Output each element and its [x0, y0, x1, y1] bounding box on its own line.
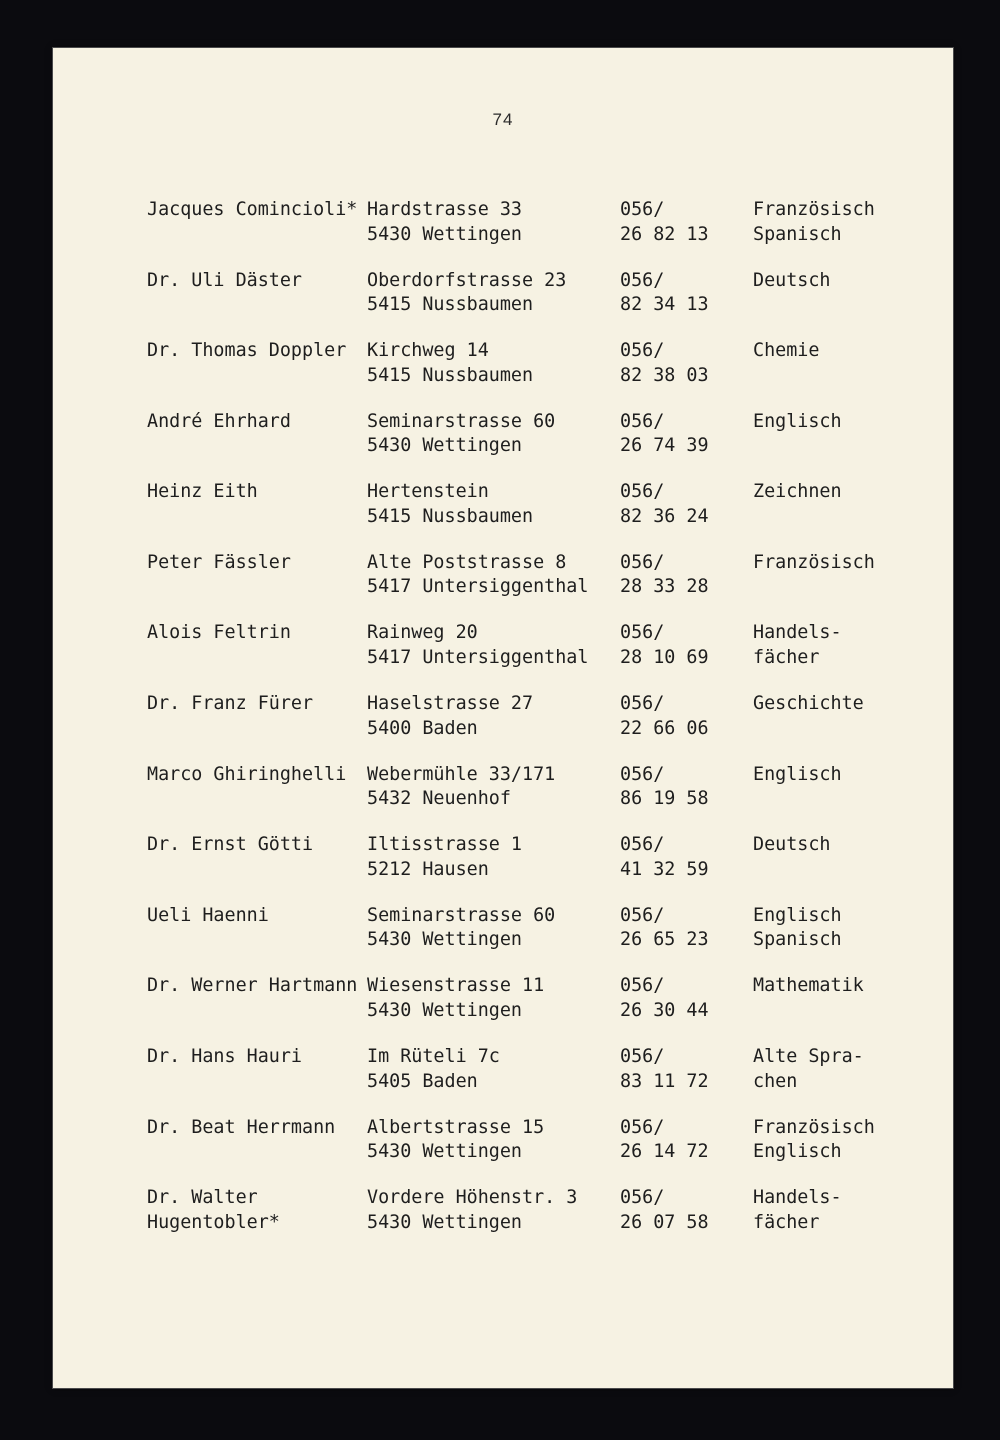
table-row	[147, 974, 933, 1023]
phone-number-line: 26 74 39	[620, 435, 709, 457]
subject-cell	[753, 763, 933, 812]
phone-number-line: 86 19 58	[620, 788, 709, 810]
name-line-1: Dr. Walter	[147, 1187, 258, 1209]
city-line: 5405 Baden	[367, 1070, 478, 1092]
address-cell	[367, 1116, 620, 1165]
street-line: Vordere Höhenstr. 3	[367, 1187, 578, 1209]
phone-prefix-line: 056/	[620, 410, 665, 432]
name-line-1: André Ehrhard	[147, 410, 291, 432]
street-line: Alte Poststrasse 8	[367, 551, 567, 573]
phone-number-line: 26 07 58	[620, 1211, 709, 1233]
address-cell	[367, 833, 620, 882]
phone-cell	[620, 1116, 753, 1165]
phone-number-line: 82 34 13	[620, 294, 709, 316]
table-row	[147, 551, 933, 600]
name-cell	[147, 621, 367, 670]
name-cell	[147, 974, 367, 1023]
city-line: 5212 Hausen	[367, 858, 489, 880]
phone-number-line: 28 33 28	[620, 576, 709, 598]
name-cell	[147, 480, 367, 529]
city-line: 5430 Wettingen	[367, 929, 523, 951]
phone-cell	[620, 692, 753, 741]
city-line: 5415 Nussbaumen	[367, 364, 534, 386]
subject-line-1: Englisch	[753, 410, 842, 432]
phone-number-line: 26 65 23	[620, 929, 709, 951]
street-line: Kirchweg 14	[367, 340, 489, 362]
name-line-1: Dr. Ernst Götti	[147, 834, 314, 856]
subject-line-2: Spanisch	[753, 223, 842, 245]
name-cell	[147, 1116, 367, 1165]
subject-line-2: fächer	[753, 1211, 820, 1233]
phone-cell	[620, 339, 753, 388]
phone-cell	[620, 410, 753, 459]
phone-prefix-line: 056/	[620, 1187, 665, 1209]
phone-cell	[620, 1045, 753, 1094]
street-line: Hardstrasse 33	[367, 199, 523, 220]
phone-cell	[620, 198, 753, 247]
phone-cell	[620, 551, 753, 600]
subject-line-1: Französisch	[753, 1116, 875, 1138]
street-line: Wiesenstrasse 11	[367, 975, 545, 997]
document-page	[53, 48, 953, 1388]
subject-line-1: Englisch	[753, 904, 842, 926]
phone-number-line: 82 36 24	[620, 505, 709, 527]
subject-line-2: Spanisch	[753, 929, 842, 951]
phone-cell	[620, 763, 753, 812]
name-cell	[147, 269, 367, 318]
page-number: 74	[492, 110, 514, 129]
street-line: Iltisstrasse 1	[367, 834, 523, 856]
address-cell	[367, 551, 620, 600]
street-line: Hertenstein	[367, 481, 489, 503]
subject-cell	[753, 480, 933, 529]
table-row	[147, 198, 933, 247]
street-line: Seminarstrasse 60	[367, 904, 556, 926]
phone-number-line: 26 14 72	[620, 1141, 709, 1163]
street-line: Webermühle 33/171	[367, 763, 556, 785]
phone-prefix-line: 056/	[620, 975, 665, 997]
phone-prefix-line: 056/	[620, 904, 665, 926]
phone-prefix-line: 056/	[620, 834, 665, 856]
name-line-1: Peter Fässler	[147, 551, 291, 573]
city-line: 5417 Untersiggenthal	[367, 647, 589, 669]
name-line-1: Heinz Eith	[147, 481, 258, 503]
subject-line-1: Französisch	[753, 199, 875, 220]
name-cell	[147, 692, 367, 741]
name-cell	[147, 763, 367, 812]
table-row	[147, 480, 933, 529]
phone-prefix-line: 056/	[620, 622, 665, 644]
city-line: 5430 Wettingen	[367, 1141, 523, 1163]
city-line: 5430 Wettingen	[367, 435, 523, 457]
name-cell	[147, 551, 367, 600]
name-line-2: Hugentobler*	[147, 1211, 280, 1233]
name-line-1: Marco Ghiringhelli	[147, 763, 347, 785]
phone-number-line: 28 10 69	[620, 647, 709, 669]
phone-number-line: 83 11 72	[620, 1070, 709, 1092]
phone-prefix-line: 056/	[620, 199, 665, 220]
subject-cell	[753, 339, 933, 388]
subject-cell	[753, 1116, 933, 1165]
subject-line-1: Französisch	[753, 551, 875, 573]
address-cell	[367, 269, 620, 318]
subject-line-1: Chemie	[753, 340, 820, 362]
name-cell	[147, 410, 367, 459]
city-line: 5432 Neuenhof	[367, 788, 511, 810]
name-line-1: Dr. Thomas Doppler	[147, 340, 347, 362]
phone-prefix-line: 056/	[620, 693, 665, 715]
address-cell	[367, 198, 620, 247]
city-line: 5400 Baden	[367, 717, 478, 739]
phone-prefix-line: 056/	[620, 1116, 665, 1138]
city-line: 5430 Wettingen	[367, 1211, 523, 1233]
street-line: Im Rüteli 7c	[367, 1045, 500, 1067]
table-row	[147, 904, 933, 953]
street-line: Haselstrasse 27	[367, 693, 534, 715]
subject-line-1: Zeichnen	[753, 481, 842, 503]
subject-line-1: Geschichte	[753, 693, 864, 715]
street-line: Albertstrasse 15	[367, 1116, 545, 1138]
address-cell	[367, 410, 620, 459]
phone-prefix-line: 056/	[620, 551, 665, 573]
phone-number-line: 26 30 44	[620, 999, 709, 1021]
name-cell	[147, 1186, 367, 1235]
table-row	[147, 269, 933, 318]
phone-number-line: 41 32 59	[620, 858, 709, 880]
table-row	[147, 1186, 933, 1235]
subject-cell	[753, 621, 933, 670]
subject-line-1: Handels-	[753, 1187, 842, 1209]
name-cell	[147, 339, 367, 388]
phone-cell	[620, 833, 753, 882]
name-line-1: Jacques Comincioli*	[147, 199, 358, 220]
address-cell	[367, 339, 620, 388]
city-line: 5417 Untersiggenthal	[367, 576, 589, 598]
table-row	[147, 1116, 933, 1165]
street-line: Oberdorfstrasse 23	[367, 269, 567, 291]
city-line: 5430 Wettingen	[367, 999, 523, 1021]
phone-prefix-line: 056/	[620, 481, 665, 503]
phone-number-line: 82 38 03	[620, 364, 709, 386]
name-cell	[147, 198, 367, 247]
phone-prefix-line: 056/	[620, 763, 665, 785]
table-row	[147, 339, 933, 388]
subject-line-1: Englisch	[753, 763, 842, 785]
phone-number-line: 26 82 13	[620, 223, 709, 245]
name-line-1: Dr. Hans Hauri	[147, 1045, 303, 1067]
subject-cell	[753, 1045, 933, 1094]
phone-cell	[620, 480, 753, 529]
subject-cell	[753, 692, 933, 741]
subject-cell	[753, 1186, 933, 1235]
name-cell	[147, 833, 367, 882]
phone-cell	[620, 1186, 753, 1235]
phone-cell	[620, 974, 753, 1023]
subject-cell	[753, 410, 933, 459]
city-line: 5415 Nussbaumen	[367, 505, 534, 527]
city-line: 5430 Wettingen	[367, 223, 523, 245]
phone-cell	[620, 621, 753, 670]
address-cell	[367, 692, 620, 741]
subject-cell	[753, 904, 933, 953]
address-cell	[367, 480, 620, 529]
subject-cell	[753, 269, 933, 318]
address-cell	[367, 763, 620, 812]
subject-cell	[753, 551, 933, 600]
subject-line-2: Englisch	[753, 1141, 842, 1163]
phone-cell	[620, 269, 753, 318]
phone-prefix-line: 056/	[620, 1045, 665, 1067]
address-cell	[367, 974, 620, 1023]
name-line-1: Dr. Werner Hartmann	[147, 975, 358, 997]
street-line: Seminarstrasse 60	[367, 410, 556, 432]
name-line-1: Dr. Franz Fürer	[147, 693, 314, 715]
subject-cell	[753, 974, 933, 1023]
name-line-1: Dr. Beat Herrmann	[147, 1116, 336, 1138]
street-line: Rainweg 20	[367, 622, 478, 644]
subject-cell	[753, 833, 933, 882]
name-line-1: Alois Feltrin	[147, 622, 291, 644]
subject-line-1: Handels-	[753, 622, 842, 644]
address-cell	[367, 904, 620, 953]
subject-cell	[753, 198, 933, 247]
phone-prefix-line: 056/	[620, 340, 665, 362]
subject-line-2: chen	[753, 1070, 798, 1092]
table-row	[147, 833, 933, 882]
phone-cell	[620, 904, 753, 953]
name-cell	[147, 1045, 367, 1094]
name-cell	[147, 904, 367, 953]
address-cell	[367, 621, 620, 670]
name-line-1: Ueli Haenni	[147, 904, 269, 926]
address-cell	[367, 1186, 620, 1235]
name-line-1: Dr. Uli Däster	[147, 269, 303, 291]
subject-line-1: Mathematik	[753, 975, 864, 997]
subject-line-2: fächer	[753, 647, 820, 669]
table-row	[147, 1045, 933, 1094]
table-row	[147, 692, 933, 741]
address-cell	[367, 1045, 620, 1094]
phone-number-line: 22 66 06	[620, 717, 709, 739]
directory-table	[147, 198, 933, 1257]
table-row	[147, 410, 933, 459]
table-row	[147, 621, 933, 670]
table-row	[147, 763, 933, 812]
phone-prefix-line: 056/	[620, 269, 665, 291]
subject-line-1: Deutsch	[753, 269, 831, 291]
city-line: 5415 Nussbaumen	[367, 294, 534, 316]
subject-line-1: Deutsch	[753, 834, 831, 856]
subject-line-1: Alte Spra-	[753, 1045, 864, 1067]
